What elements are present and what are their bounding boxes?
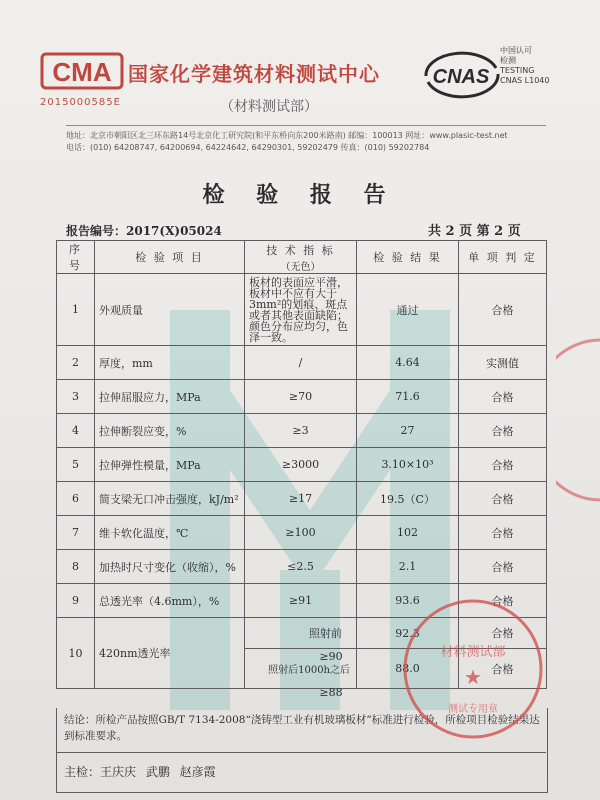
table-row: 4 拉伸断裂应变，% ≥3 27 合格: [57, 414, 547, 448]
row10-tech-after: ≥88: [319, 686, 343, 699]
page-info: 共 2 页 第 2 页: [428, 224, 521, 239]
table-row: 8 加热时尺寸变化（收缩），% ≤2.5 2.1 合格: [57, 550, 547, 584]
svg-text:CNAS: CNAS: [432, 66, 490, 88]
official-seal: [398, 594, 548, 744]
organization-name: 国家化学建筑材料测试中心: [128, 62, 380, 86]
row10-tech-before: ≥90: [319, 650, 343, 663]
conclusion-text: 结论：所检产品按照GB/T 7134-2008“浇铸型工业有机玻璃板材”标准进行检验，所检项目检验结果达到标准要求。: [64, 714, 540, 742]
contact-info: [66, 130, 550, 154]
table-row: 6 简支梁无口冲击强度，kJ/m² ≥17 19.5（C） 合格: [57, 482, 547, 516]
table-row: 1 外观质量 板材的表面应平滑，板材中不应有大于3mm²的划痕、斑点或者其他表面缺陷；颜色分布应均匀，色泽一致。 通过 合格: [57, 274, 547, 346]
address-line: 地址：北京市朝阳区北三环东路14号北京化工研究院(和平东桥向东200米路南) 邮编：100013 网址：www.plasic-test.net: [66, 131, 508, 140]
cma-logo: [40, 50, 124, 92]
header-divider: [66, 125, 546, 126]
table-row: 5 拉伸弹性模量，MPa ≥3000 3.10×10³ 合格: [57, 448, 547, 482]
table-row: 7 维卡软化温度，℃ ≥100 102 合格: [57, 516, 547, 550]
header-tech: 技 术 指 标 （无色）: [245, 241, 357, 274]
svg-text:测试专用章: 测试专用章: [448, 704, 498, 715]
svg-text:材料测试部: 材料测试部: [440, 645, 506, 660]
table-header-row: [57, 241, 547, 274]
cnas-logo: [418, 46, 504, 100]
organization-subtitle: （材料测试部）: [220, 99, 318, 115]
phone-line: 电话：(010) 64208747, 64200694, 64224642, 64290301, 59202479 传真：(010) 59202784: [66, 143, 430, 152]
table-row: 3 拉伸屈服应力，MPa ≥70 71.6 合格: [57, 380, 547, 414]
table-row: 10 420nm透光率 照射前 92.3 合格: [57, 618, 547, 649]
report-title: 检 验 报 告: [202, 182, 398, 208]
cnas-accreditation: 中国认可 检测 TESTING CNAS L1040: [500, 46, 550, 85]
side-seal-fragment: [556, 330, 600, 510]
header-item: 检 验 项 目: [95, 241, 245, 274]
signature-divider: [56, 752, 546, 753]
report-number: 报告编号：2017(X)05024: [66, 224, 222, 238]
svg-text:CMA: CMA: [52, 57, 112, 87]
header-no: 序 号: [57, 241, 95, 274]
table-row: 照射后1000h之后 88.0 合格: [57, 649, 547, 689]
cma-code: 2015000585E: [40, 97, 121, 108]
inspectors: 主检：王庆庆 武鹏 赵彦霞: [64, 765, 216, 779]
table-row: 9 总透光率（4.6mm），% ≥91 93.6 合格: [57, 584, 547, 618]
header-result: 检 验 结 果: [357, 241, 459, 274]
header-judgement: 单 项 判 定: [459, 241, 547, 274]
table-row: 2 厚度，mm / 4.64 实测值: [57, 346, 547, 380]
svg-text:★: ★: [464, 665, 482, 689]
